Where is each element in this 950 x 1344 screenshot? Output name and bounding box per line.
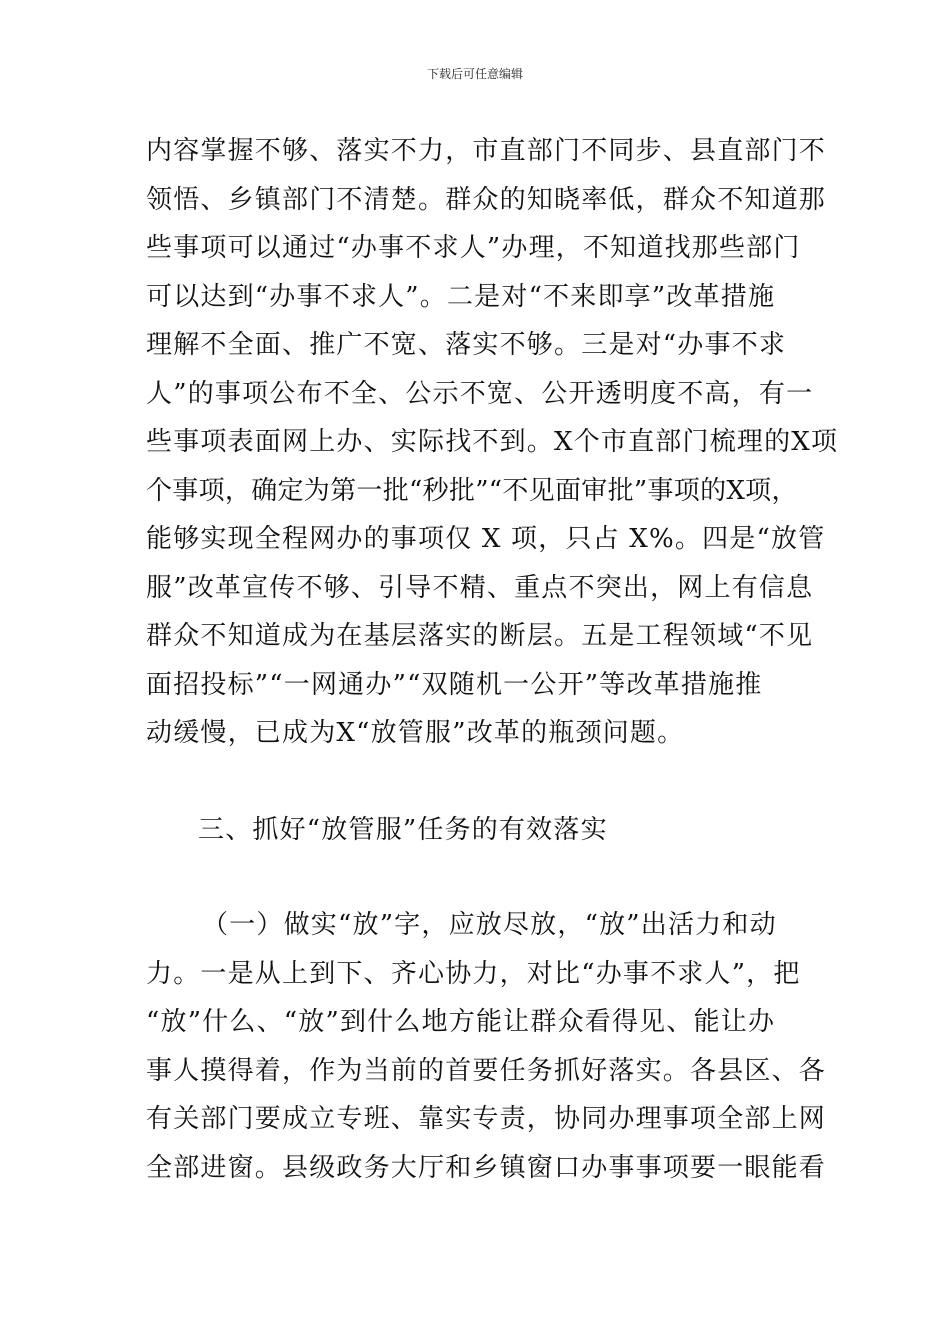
paragraph-line: 群众不知道成为在基层落实的断层。五是工程领域“不见 [146,621,814,651]
spacer [146,758,826,806]
paragraph-release [146,901,826,1192]
paragraph-line: 人”的事项公布不全、公示不宽、公开透明度不高，有一 [146,378,814,409]
paragraph-line: 内容掌握不够、落实不力，市直部门不同步、县直部门不 [146,136,827,166]
paragraph-line: （一）做实“放”字，应放尽放，“放”出活力和动 [202,910,777,940]
spacer [146,854,826,901]
document-body [146,127,839,1192]
paragraph-line: 全部进窗。县级政务大厅和乡镇窗口办事事项要一眼能看 [146,1152,827,1183]
paragraph-line: 可以达到“办事不求人”。二是对“不来即享”改革措施 [146,281,776,312]
paragraph-line: 理解不全面、推广不宽、落实不够。三是对“办事不求 [146,330,787,360]
paragraph-line: “放”什么、“放”到什么地方能让群众看得见、能让办 [146,1007,776,1037]
paragraph-line: 面招投标”“一网通办”“双随机一公开”等改革措施推 [146,669,763,700]
paragraph-line: 力。一是从上到下、齐心协力，对比“办事不求人”，把 [146,958,801,989]
paragraph-line: 个事项，确定为第一批“秒批”“不见面审批”事项的X项， [146,475,798,506]
section-heading: 三、抓好“放管服”任务的有效落实 [198,814,608,845]
paragraph-line: 些事项表面网上办、实际找不到。X个市直部门梳理的X项 [146,427,839,457]
paragraph-line: 能够实现全程网办的事项仅 X 项，只占 X%。四是“放管 [146,524,826,554]
paragraph-line: 服”改革宣传不够、引导不精、重点不突出，网上有信息 [146,572,814,603]
paragraph-line: 事人摸得着，作为当前的首要任务抓好落实。各县区、各 [146,1055,827,1086]
paragraph-line: 有关部门要成立专班、靠实专责，协同办理事项全部上网 [146,1104,827,1134]
paragraph-line: 些事项可以通过“办事不求人”办理，不知道找那些部门 [146,233,801,263]
paragraph-issues [146,127,839,758]
paragraph-line: 领悟、乡镇部门不清楚。群众的知晓率低，群众不知道那 [146,184,827,215]
page-header: 下载后可任意编辑 [426,67,523,81]
paragraph-line: 动缓慢，已成为X“放管服”改革的瓶颈问题。 [146,718,685,748]
